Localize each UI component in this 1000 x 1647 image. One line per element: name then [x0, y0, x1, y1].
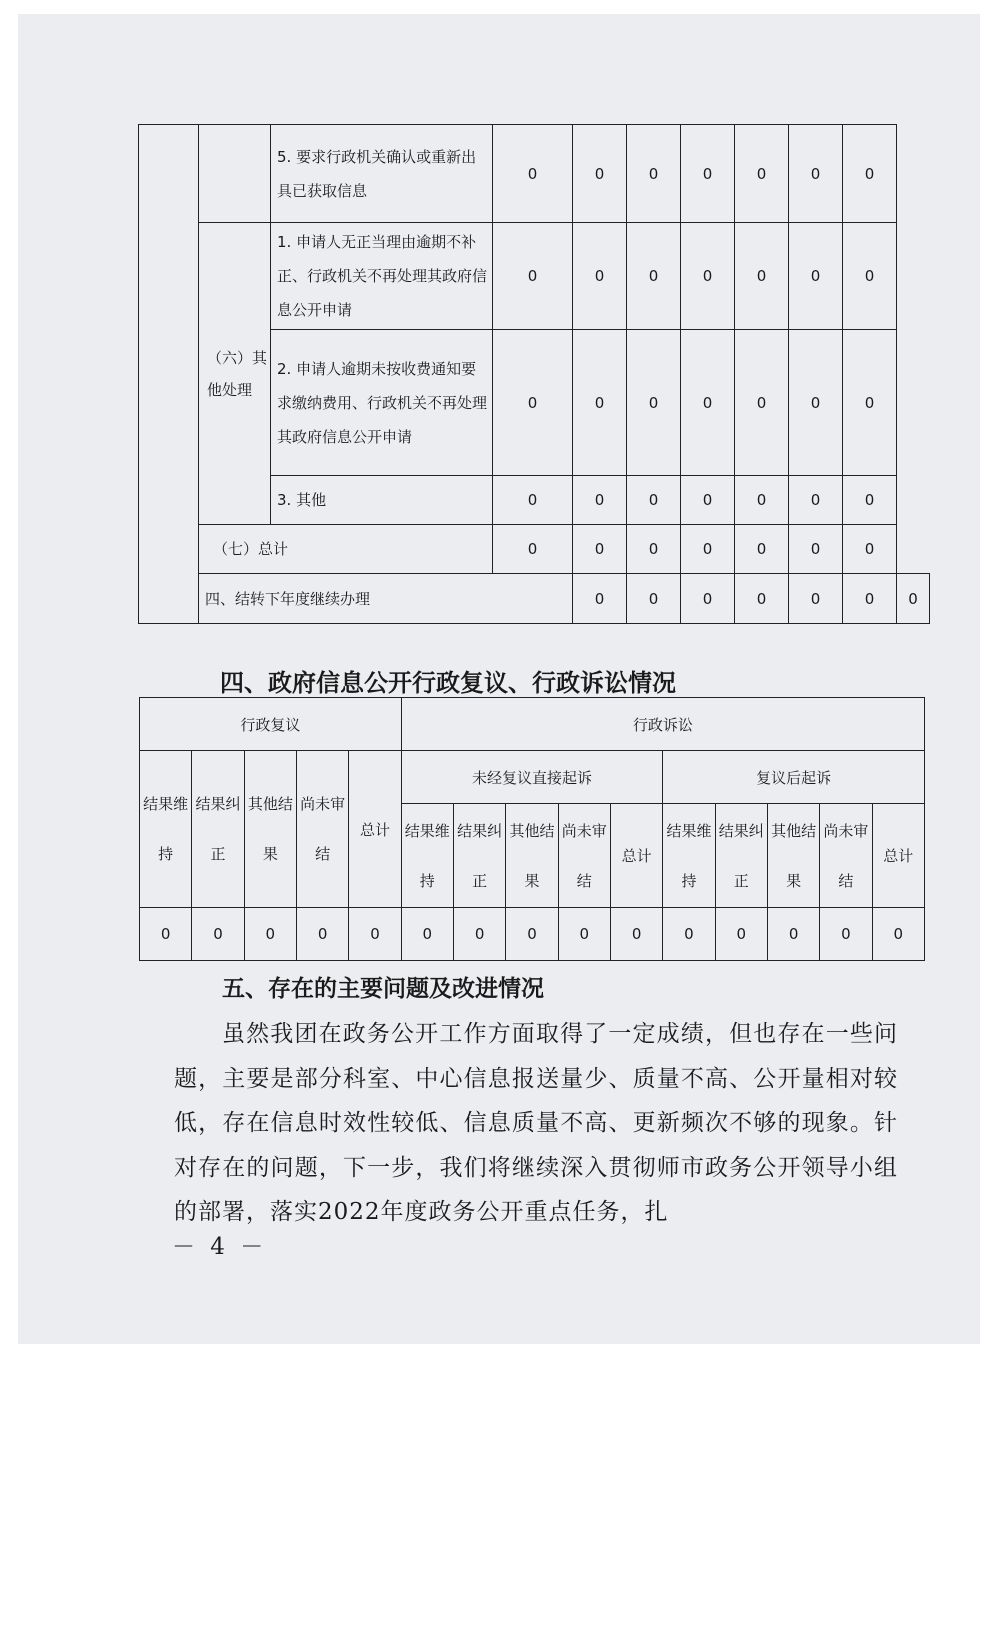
direct-header: 未经复议直接起诉 [401, 751, 663, 804]
col-header: 尚未审结 [558, 804, 610, 908]
cell-value: 0 [843, 476, 897, 525]
col-header: 结果纠正 [453, 804, 505, 908]
litigation-header: 行政诉讼 [401, 698, 924, 751]
cell-value: 0 [627, 223, 681, 330]
cell-value: 0 [789, 223, 843, 330]
cell-value: 0 [573, 525, 627, 574]
cell-value: 0 [681, 330, 735, 476]
cell-value: 0 [681, 525, 735, 574]
cell-value: 0 [296, 908, 348, 961]
cell-value: 0 [735, 574, 789, 624]
cell-value: 0 [573, 574, 627, 624]
cell-value: 0 [573, 330, 627, 476]
carry-label: 四、结转下年度继续办理 [199, 574, 573, 624]
cell-value: 0 [843, 330, 897, 476]
cell-value: 0 [573, 125, 627, 223]
cell-value: 0 [401, 908, 453, 961]
cell-value: 0 [681, 476, 735, 525]
cell-value: 0 [627, 330, 681, 476]
group-label: （六）其他处理 [199, 223, 271, 525]
cell-value: 0 [897, 574, 930, 624]
cell-value: 0 [843, 125, 897, 223]
applications-table [138, 124, 930, 624]
cell-value: 0 [610, 908, 662, 961]
cell-value: 0 [663, 908, 715, 961]
cell-value: 0 [627, 476, 681, 525]
col-header: 结果纠正 [715, 804, 767, 908]
cell-value: 0 [735, 223, 789, 330]
row-label: 5. 要求行政机关确认或重新出具已获取信息 [271, 125, 493, 223]
col-header: 其他结果 [506, 804, 558, 908]
after-review-header: 复议后起诉 [663, 751, 925, 804]
row-label: 1. 申请人无正当理由逾期不补正、行政机关不再处理其政府信息公开申请 [271, 223, 493, 330]
cell-value: 0 [681, 223, 735, 330]
cell-value: 0 [493, 330, 573, 476]
section5-heading: 五、存在的主要问题及改进情况 [222, 975, 544, 1002]
cell-value: 0 [493, 125, 573, 223]
cell-value: 0 [493, 476, 573, 525]
cell-value: 0 [244, 908, 296, 961]
cell-value: 0 [681, 125, 735, 223]
cell-value: 0 [558, 908, 610, 961]
cell-value: 0 [843, 574, 897, 624]
table-row [140, 698, 925, 751]
cell-value: 0 [820, 908, 872, 961]
cell-value: 0 [681, 574, 735, 624]
cell-value: 0 [506, 908, 558, 961]
cell-value: 0 [573, 476, 627, 525]
table-row [139, 525, 930, 574]
row-label: 2. 申请人逾期未按收费通知要求缴纳费用、行政机关不再处理其政府信息公开申请 [271, 330, 493, 476]
col-header: 尚未审结 [296, 751, 348, 908]
page-number: － 4 － [172, 1234, 268, 1260]
cell-value: 0 [735, 476, 789, 525]
cell-value: 0 [493, 525, 573, 574]
col-header: 其他结果 [767, 804, 819, 908]
cell-value: 0 [627, 574, 681, 624]
total-label: （七）总计 [199, 525, 493, 574]
col-header: 总计 [872, 804, 924, 908]
body-paragraph: 虽然我团在政务公开工作方面取得了一定成绩，但也存在一些问题，主要是部分科室、中心信息报送量少、质量不高、公开量相对较低，存在信息时效性较低、信息质量不高、更新频次不够的现象。针对存在的问题，下一步，我们将继续深入贯彻师市政务公开领导小组的部署，落实2022年度政务公开重点任务，扎 [174, 1021, 898, 1225]
cell-value: 0 [789, 476, 843, 525]
row-label: 3. 其他 [271, 476, 493, 525]
cell-value: 0 [789, 330, 843, 476]
table-row [140, 751, 925, 804]
table-row [139, 125, 930, 223]
col-header: 结果维持 [140, 751, 192, 908]
blank-cell [139, 125, 199, 624]
col-header: 结果纠正 [192, 751, 244, 908]
cell-value: 0 [789, 525, 843, 574]
table-row [139, 574, 930, 624]
table-row [140, 908, 925, 961]
cell-value: 0 [843, 223, 897, 330]
cell-value: 0 [767, 908, 819, 961]
col-header: 结果维持 [401, 804, 453, 908]
cell-value: 0 [453, 908, 505, 961]
cell-value: 0 [349, 908, 401, 961]
cell-value: 0 [627, 125, 681, 223]
cell-value: 0 [627, 525, 681, 574]
col-header: 结果维持 [663, 804, 715, 908]
cell-value: 0 [735, 125, 789, 223]
cell-value: 0 [493, 223, 573, 330]
cell-value: 0 [735, 330, 789, 476]
col-header: 总计 [610, 804, 662, 908]
col-header: 其他结果 [244, 751, 296, 908]
cell-value: 0 [789, 125, 843, 223]
cell-value: 0 [192, 908, 244, 961]
cell-value: 0 [573, 223, 627, 330]
cell-value: 0 [140, 908, 192, 961]
col-header: 尚未审结 [820, 804, 872, 908]
review-litigation-table [139, 697, 925, 961]
col-header: 总计 [349, 751, 401, 908]
cell-value: 0 [735, 525, 789, 574]
review-header: 行政复议 [140, 698, 402, 751]
cell-value: 0 [789, 574, 843, 624]
table-row [139, 223, 930, 330]
blank-cell [199, 125, 271, 223]
cell-value: 0 [843, 525, 897, 574]
cell-value: 0 [715, 908, 767, 961]
section4-heading: 四、政府信息公开行政复议、行政诉讼情况 [220, 668, 676, 697]
cell-value: 0 [872, 908, 924, 961]
